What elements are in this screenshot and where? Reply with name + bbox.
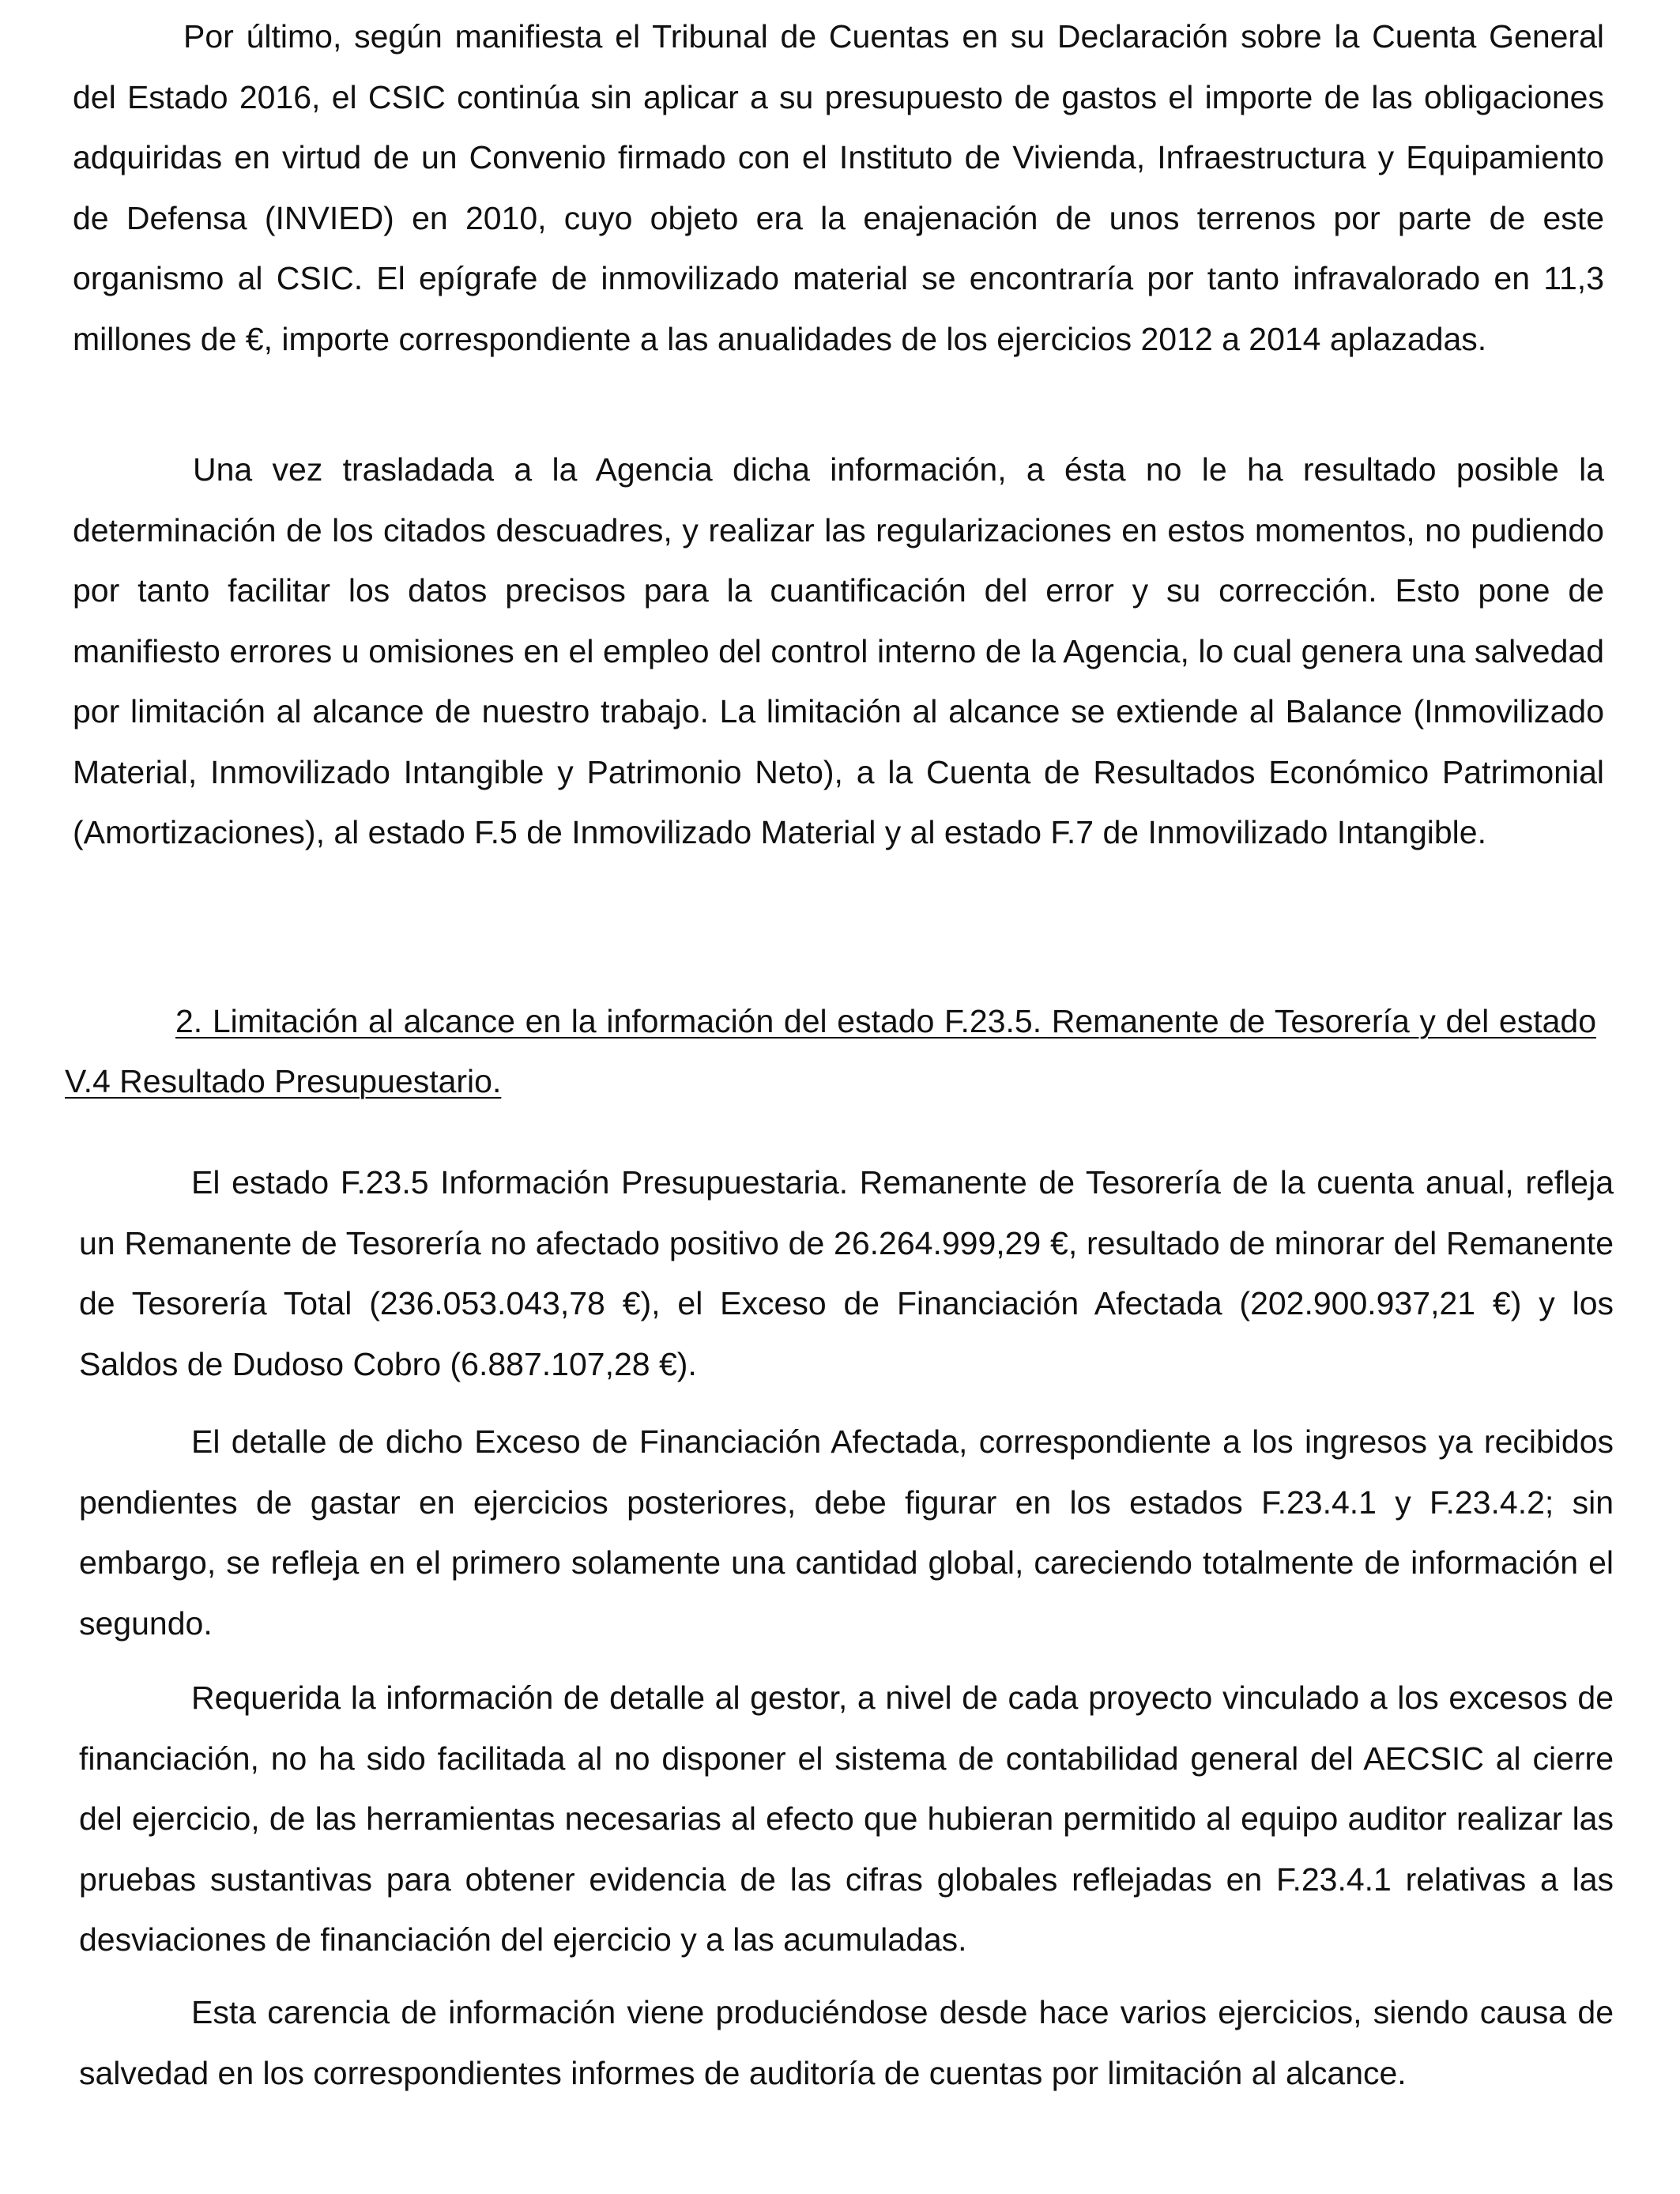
paragraph-remanente-figures: El estado F.23.5 Información Presupuestaria. Remanente de Tesorería de la cuenta anual, refleja un Remanente de Tesorería no afectado positivo de 26.264.999,29 €, resultado de minorar del Remanente de Tesorería Total (236.053.043,78 €), el Exceso de Financiación Afectada (202.900.937,21 €) y los Saldos de Dudoso Cobro (6.887.107,28 €). [79, 1164, 1614, 1382]
paragraph-agency-limitation: Una vez trasladada a la Agencia dicha información, a ésta no le ha resultado posible la determinación de los citados descuadres, y realizar las regularizaciones en estos momentos, no pudiendo por tanto facilitar los datos precisos para la cuantificación del error y su corrección. Esto pone de manifiesto errores u omisiones en el empleo del control interno de la Agencia, lo cual genera una salvedad por limitación al alcance de nuestro trabajo. La limitación al alcance se extiende al Balance (Inmovilizado Material, Inmovilizado Intangible y Patrimonio Neto), a la Cuenta de Resultados Económico Patrimonial (Amortizaciones), al estado F.5 de Inmovilizado Material y al estado F.7 de Inmovilizado Intangible. [73, 451, 1604, 850]
section-heading-remanente-tesoreria: 2. Limitación al alcance en la información del estado F.23.5. Remanente de Tesorería y del estado V.4 Resultado Presupuestario. [65, 1003, 1596, 1099]
paragraph-invied-convenio: Por último, según manifiesta el Tribunal de Cuentas en su Declaración sobre la Cuenta General del Estado 2016, el CSIC continúa sin aplicar a su presupuesto de gastos el importe de las obligaciones adquiridas en virtud de un Convenio firmado con el Instituto de Vivienda, Infraestructura y Equipamiento de Defensa (INVIED) en 2010, cuyo objeto era la enajenación de unos terrenos por parte de este organismo al CSIC. El epígrafe de inmovilizado material se encontraría por tanto infravalorado en 11,3 millones de €, importe correspondiente a las anualidades de los ejercicios 2012 a 2014 aplazadas. [73, 18, 1604, 357]
paragraph-carencia-informacion: Esta carencia de información viene produciéndose desde hace varios ejercicios, siendo causa de salvedad en los correspondientes informes de auditoría de cuentas por limitación al alcance. [79, 1994, 1614, 2091]
paragraph-exceso-financiacion: El detalle de dicho Exceso de Financiación Afectada, correspondiente a los ingresos ya recibidos pendientes de gastar en ejercicios posteriores, debe figurar en los estados F.23.4.1 y F.23.4.2; sin embargo, se refleja en el primero solamente una cantidad global, careciendo totalmente de información el segundo. [79, 1423, 1614, 1642]
paragraph-informacion-requerida: Requerida la información de detalle al gestor, a nivel de cada proyecto vinculado a los excesos de financiación, no ha sido facilitada al no disponer el sistema de contabilidad general del AECSIC al cierre del ejercicio, de las herramientas necesarias al efecto que hubieran permitido al equipo auditor realizar las pruebas sustantivas para obtener evidencia de las cifras globales reflejadas en F.23.4.1 relativas a las desviaciones de financiación del ejercicio y a las acumuladas. [79, 1679, 1614, 1958]
